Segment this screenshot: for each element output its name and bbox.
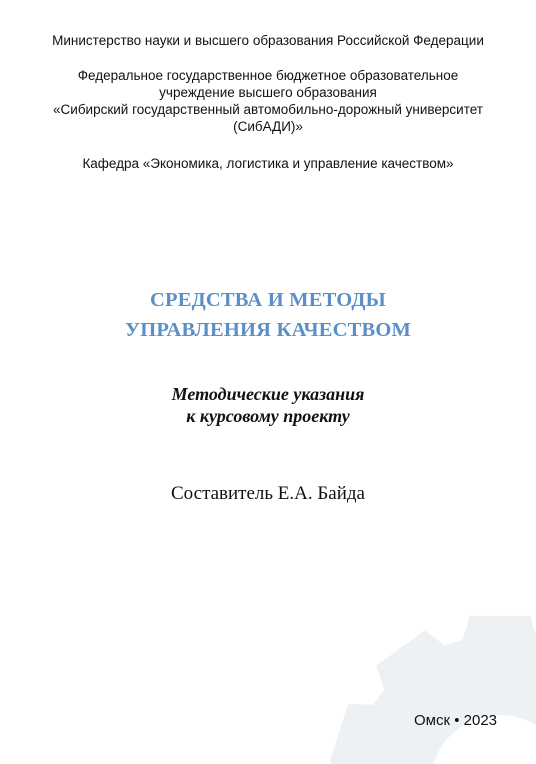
department-name: Кафедра «Экономика, логистика и управление качеством» — [82, 156, 454, 171]
gear-outline — [330, 616, 536, 764]
document-title-line-1: СРЕДСТВА И МЕТОДЫ — [150, 289, 386, 311]
subtitle-line-1: Методические указания — [171, 384, 365, 404]
institution-line-4: (СибАДИ)» — [233, 119, 303, 134]
document-title-line-2: УПРАВЛЕНИЯ КАЧЕСТВОМ — [124, 319, 412, 341]
institution-line-3: «Сибирский государственный автомобильно-дорожный университет — [53, 102, 483, 117]
subtitle-line-2: к курсовому проекту — [186, 406, 350, 426]
ministry-name: Министерство науки и высшего образования Российской Федерации — [52, 33, 484, 48]
author-line: Составитель Е.А. Байда — [170, 483, 365, 504]
institution-line-1: Федеральное государственное бюджетное образовательное — [77, 68, 459, 83]
institution-line-2: учреждение высшего образования — [159, 85, 377, 100]
city-year: Омск • 2023 — [414, 712, 497, 729]
